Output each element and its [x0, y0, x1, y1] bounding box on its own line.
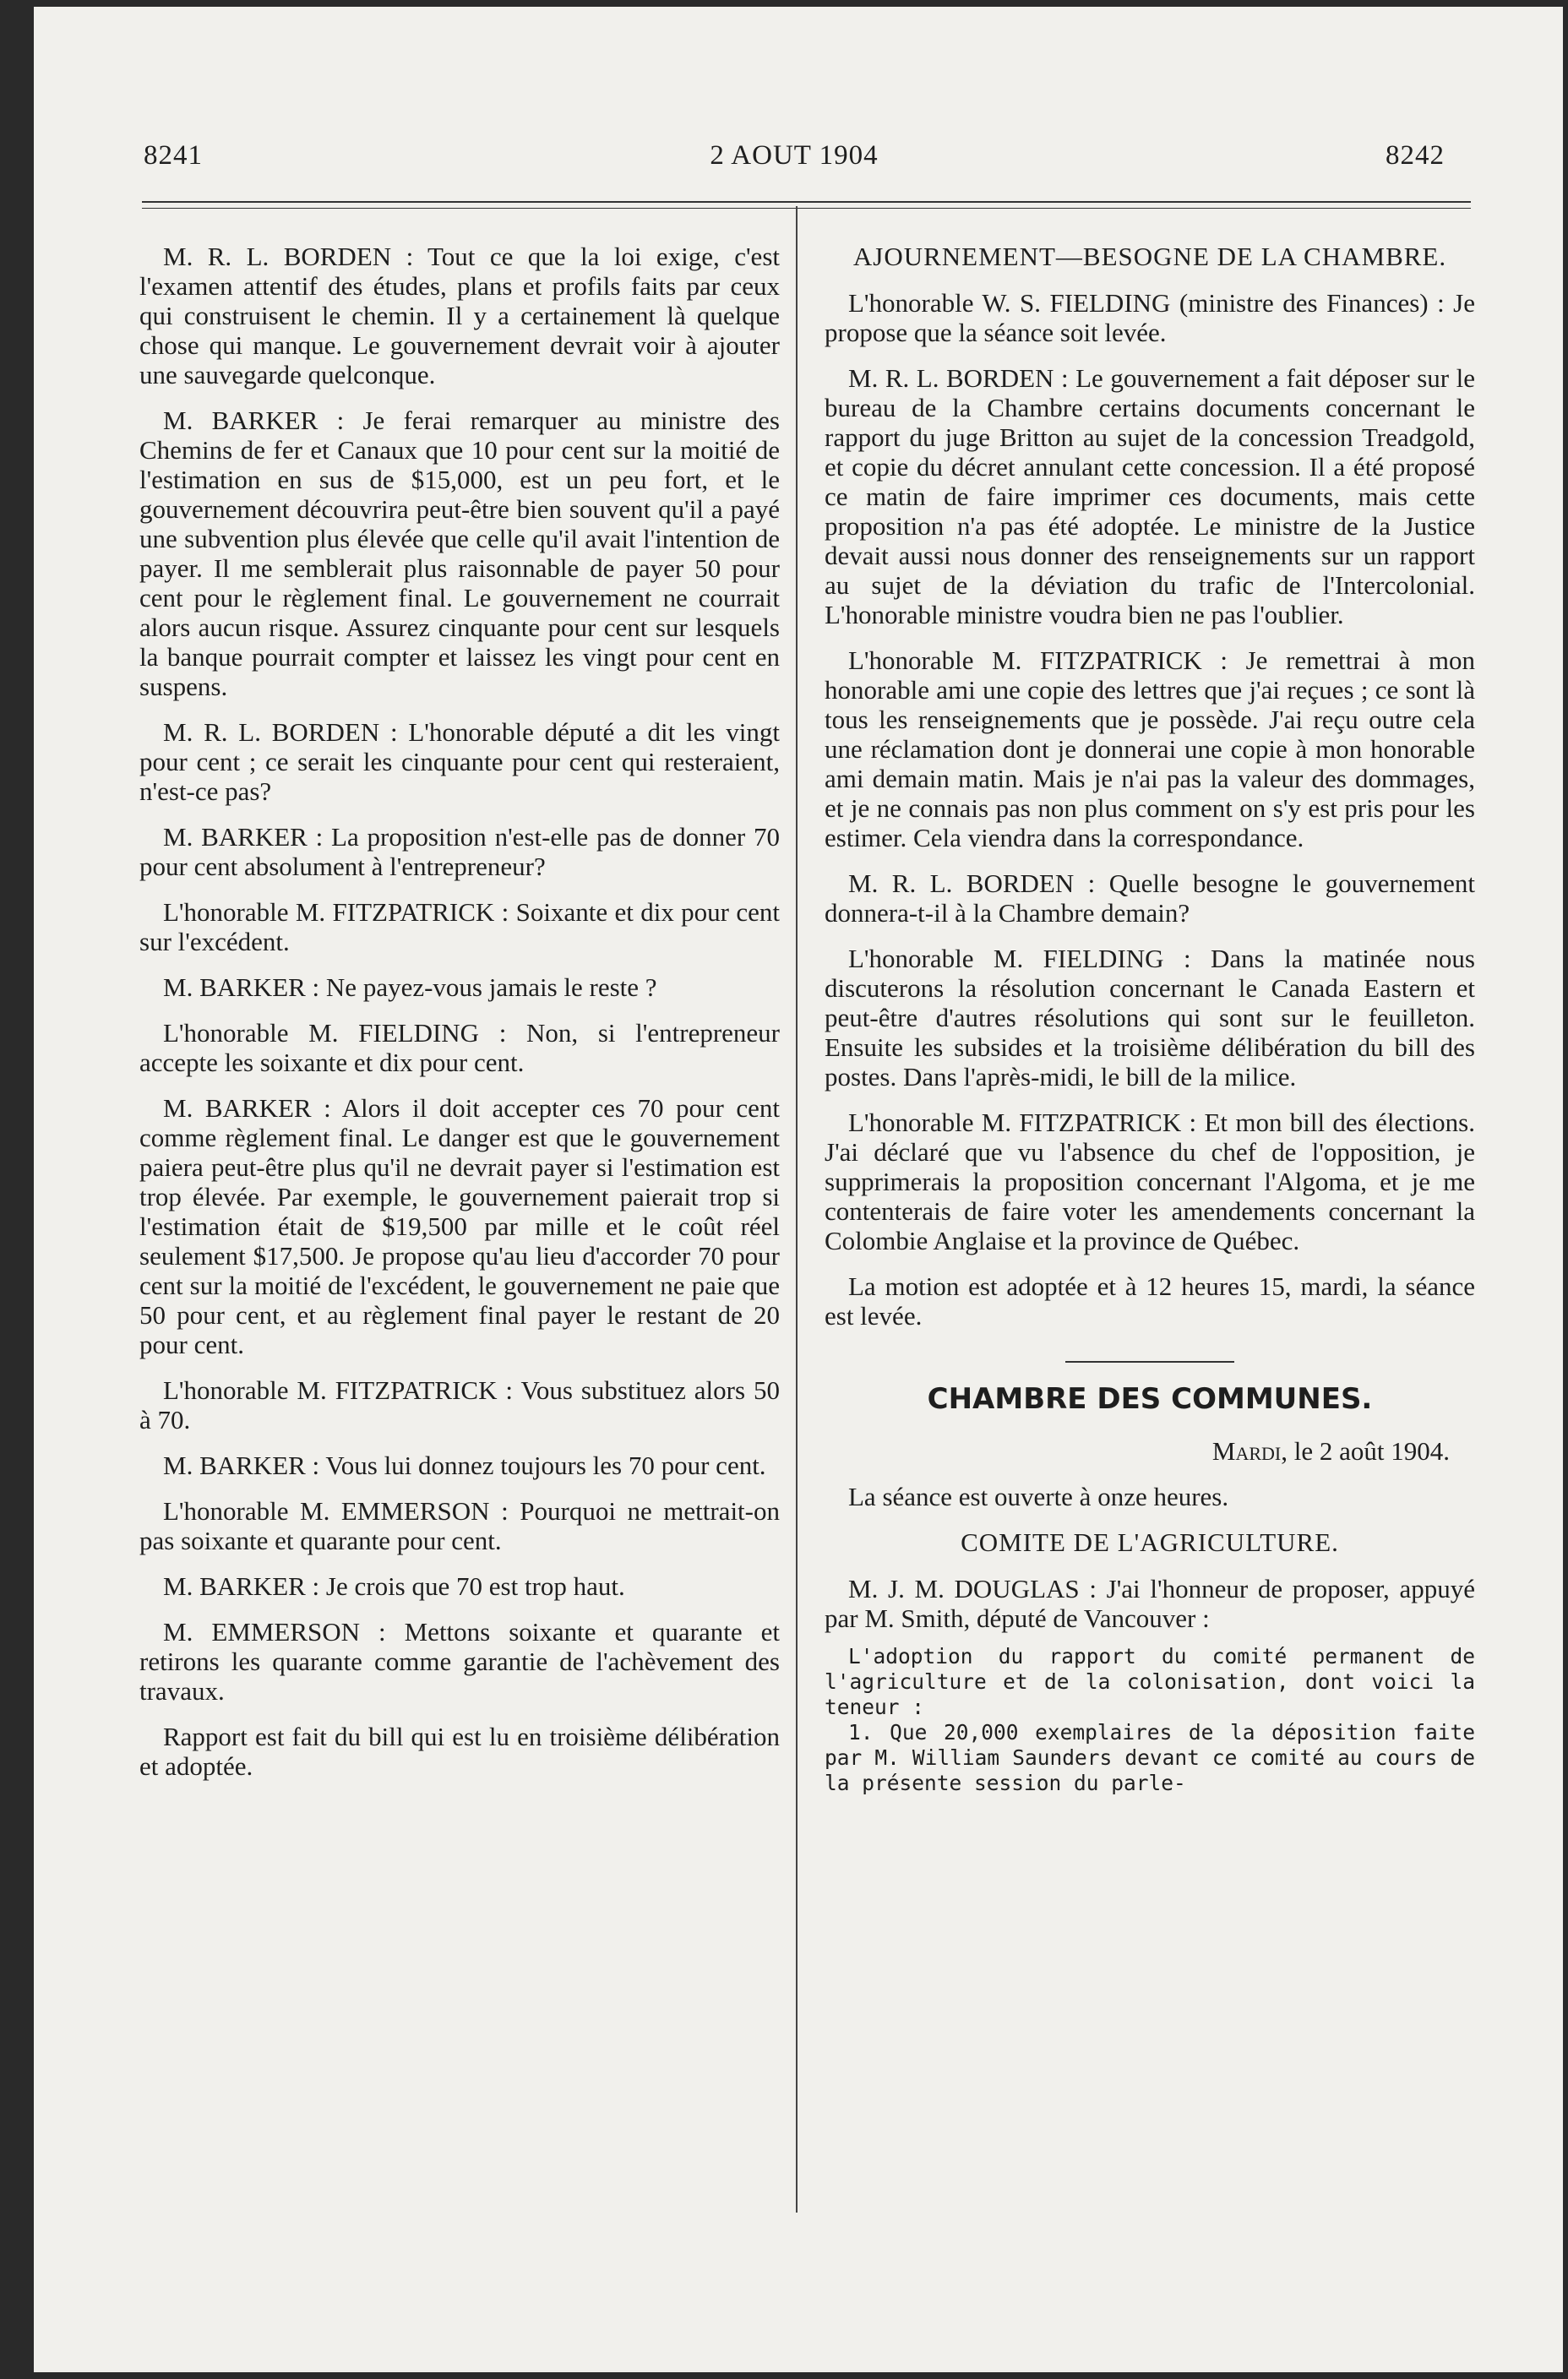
- paragraph: M. BARKER : Je crois que 70 est trop haut.: [163, 1571, 625, 1601]
- paragraph: L'honorable M. FIELDING : Dans la matinée nous discuterons la résolution concernant le Canada Eastern et peut-être d'autres résolutions qui sont sur le feuilleton. Ensuite les subsides et la troisième délibération du bill des postes. Dans l'après-midi, le bill de la milice.: [825, 944, 1475, 1092]
- quoted-report-text: L'adoption du rapport du comité permanent de l'agriculture et de la colonisation, dont voici la teneur :: [825, 1644, 1475, 1719]
- quoted-report-item: 1. Que 20,000 exemplaires de la déposition faite par M. William Saunders devant ce comité au cours de la présente session du parle-: [825, 1720, 1475, 1795]
- paragraph: M. BARKER : Alors il doit accepter ces 70 pour cent comme règlement final. Le danger est que le gouvernement paiera peut-être plus qu'il ne devrait payer si l'estimation est trop élevée. Par exemple, le gouvernement paierait trop si l'estimation était de $19,500 par mille et le coût réel seulement $17,500. Je propose qu'au lieu d'accorder 70 pour cent sur la moitié de l'excédent, le gouvernement ne paie que 50 pour cent, et au règlement final payer le restant de 20 pour cent.: [139, 1093, 780, 1359]
- page-number-right: 8242: [1386, 140, 1445, 171]
- paragraph: M. R. L. BORDEN : Tout ce que la loi exige, c'est l'examen attentif des études, plans et profils faits par ceux qui construisent le chemin. Il y a certainement là quelque chose qui manque. Le gouvernement devrait voir à ajouter une sauvegarde quelconque.: [139, 242, 780, 389]
- paragraph: M. R. L. BORDEN : L'honorable député a dit les vingt pour cent ; ce serait les cinquante pour cent qui resteraient, n'est-ce pas?: [139, 717, 780, 806]
- document-page: [34, 7, 1563, 2372]
- paragraph: L'honorable W. S. FIELDING (ministre des Finances) : Je propose que la séance soit levée.: [825, 288, 1475, 347]
- paragraph: L'honorable M. EMMERSON : Pourquoi ne mettrait-on pas soixante et quarante pour cent.: [139, 1496, 780, 1555]
- section-separator: [1065, 1361, 1234, 1363]
- paragraph: Rapport est fait du bill qui est lu en troisième délibération et adoptée.: [139, 1722, 780, 1781]
- paragraph: L'honorable M. FITZPATRICK : Soixante et dix pour cent sur l'excédent.: [139, 897, 780, 956]
- section-heading-chambre: CHAMBRE DES COMMUNES.: [927, 1382, 1373, 1416]
- dateline-day: Mardi: [1211, 1436, 1282, 1466]
- paragraph: M. R. L. BORDEN : Quelle besogne le gouvernement donnera-t-il à la Chambre demain?: [825, 868, 1475, 928]
- header-rule-top: [142, 201, 1471, 203]
- paragraph: M. BARKER : La proposition n'est-elle pas de donner 70 pour cent absolument à l'entrepreneur?: [139, 822, 780, 881]
- header-rule-bottom: [142, 208, 1471, 209]
- right-column: [825, 242, 1475, 1796]
- paragraph: L'honorable M. FITZPATRICK : Et mon bill des élections. J'ai déclaré que vu l'absence du chef de l'opposition, je supprimerais la proposition concernant l'Algoma, et je me contenterais de faire voter les amendements concernant la Colombie Anglaise et la province de Québec.: [825, 1108, 1475, 1255]
- paragraph: M. BARKER : Ne payez-vous jamais le reste ?: [163, 972, 657, 1002]
- paragraph: La séance est ouverte à onze heures.: [848, 1482, 1229, 1511]
- header-date: 2 AOUT 1904: [710, 140, 879, 171]
- page-number-left: 8241: [144, 140, 203, 171]
- section-heading-ajournement: AJOURNEMENT—BESOGNE DE LA CHAMBRE.: [852, 242, 1447, 271]
- paragraph: M. J. M. DOUGLAS : J'ai l'honneur de proposer, appuyé par M. Smith, député de Vancouver :: [825, 1574, 1475, 1633]
- paragraph: M. BARKER : Je ferai remarquer au ministre des Chemins de fer et Canaux que 10 pour cent sur la moitié de l'estimation en sus de $15,000, est un peu fort, et le gouvernement découvrira peut-être bien souvent qu'il a payé une subvention plus élevée que celle qu'il avait l'intention de payer. Il me semblerait plus raisonnable de payer 50 pour cent pour le règlement final. Le gouvernement ne courrait alors aucun risque. Assurez cinquante pour cent sur lesquels la banque pourrait compter et laissez les vingt pour cent en suspens.: [139, 406, 780, 701]
- dateline-date: , le 2 août 1904.: [1281, 1436, 1450, 1466]
- paragraph: M. R. L. BORDEN : Le gouvernement a fait déposer sur le bureau de la Chambre certains documents concernant le rapport du juge Britton au sujet de la concession Treadgold, et copie du décret annulant cette concession. Il a été proposé ce matin de faire imprimer ces documents, mais cette proposition n'a pas été adoptée. Le ministre de la Justice devait aussi nous donner des renseignements sur un rapport au sujet de la déviation du trafic de l'Intercolonial. L'honorable ministre voudra bien ne pas l'oublier.: [825, 363, 1475, 629]
- paragraph: M. BARKER : Vous lui donnez toujours les 70 pour cent.: [163, 1451, 766, 1480]
- paragraph: L'honorable M. FIELDING : Non, si l'entrepreneur accepte les soixante et dix pour cent.: [139, 1018, 780, 1077]
- paragraph: L'honorable M. FITZPATRICK : Vous substituez alors 50 à 70.: [139, 1375, 780, 1434]
- paragraph: La motion est adoptée et à 12 heures 15, mardi, la séance est levée.: [825, 1271, 1475, 1331]
- section-heading-comite: COMITE DE L'AGRICULTURE.: [961, 1527, 1339, 1557]
- paragraph: L'honorable M. FITZPATRICK : Je remettrai à mon honorable ami une copie des lettres que j'ai reçues ; ce sont là tous les renseignements que je possède. J'ai reçu outre cela une réclamation dont je donnerai une copie à mon honorable ami demain matin. Mais je n'ai pas la valeur des dommages, et je ne connais pas non plus comment on s'y est pris pour les estimer. Cela viendra dans la correspondance.: [825, 645, 1475, 852]
- dateline: [825, 1436, 1475, 1466]
- left-column: [139, 242, 780, 1797]
- column-divider: [796, 206, 798, 2213]
- paragraph: M. EMMERSON : Mettons soixante et quarante et retirons les quarante comme garantie de l'achèvement des travaux.: [139, 1617, 780, 1706]
